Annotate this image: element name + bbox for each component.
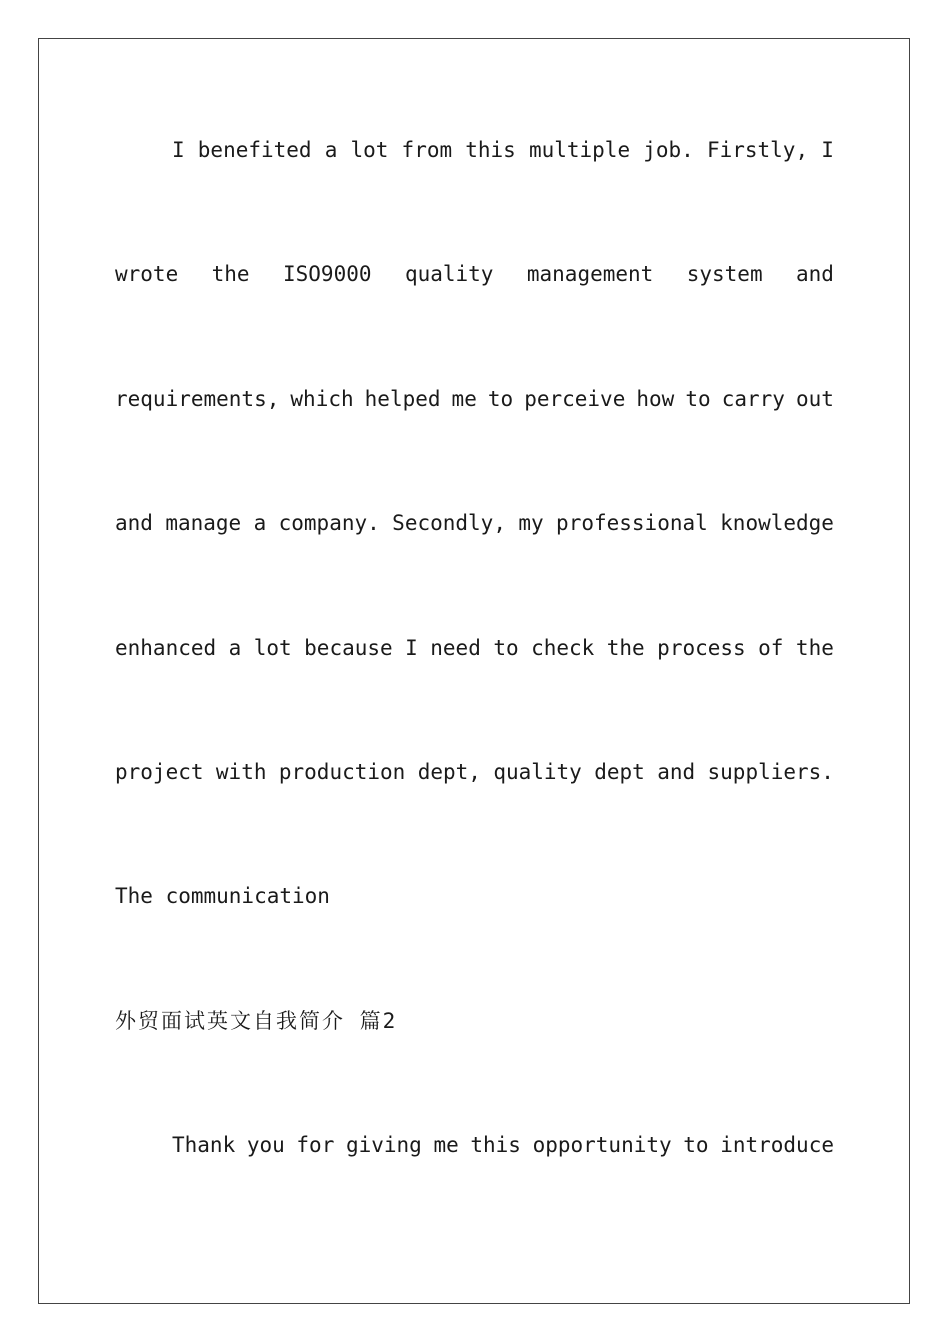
- word: quality: [404, 262, 494, 286]
- word: Firstly,: [706, 138, 809, 162]
- word: dept: [594, 760, 645, 784]
- word: requirements,: [115, 387, 280, 411]
- word: Secondly,: [392, 511, 506, 535]
- word: out: [795, 387, 834, 411]
- page-frame: [38, 38, 910, 1304]
- word: with: [215, 760, 267, 784]
- word: how: [636, 387, 675, 411]
- word: helped: [364, 387, 441, 411]
- word: need: [430, 636, 481, 660]
- word: a: [253, 511, 267, 535]
- word: and: [115, 511, 153, 535]
- word: manage: [165, 511, 242, 535]
- paragraph-1-line-5: [115, 634, 834, 662]
- word: system: [686, 262, 763, 286]
- word: benefited: [197, 138, 312, 162]
- word: I: [172, 138, 185, 162]
- word: perceive: [524, 387, 626, 411]
- word: and: [657, 760, 696, 784]
- word: project: [115, 760, 204, 784]
- word: me: [451, 387, 477, 411]
- word: lot: [253, 636, 292, 660]
- word: the: [795, 636, 834, 660]
- word: to: [493, 636, 519, 660]
- word: company.: [278, 511, 380, 535]
- word: dept,: [417, 760, 481, 784]
- word: a: [228, 636, 242, 660]
- word: process: [657, 636, 746, 660]
- word: and: [796, 262, 834, 286]
- word: my: [518, 511, 544, 535]
- word: enhanced: [115, 636, 217, 660]
- word: from: [401, 138, 453, 162]
- word: opportunity: [532, 1133, 672, 1157]
- word: introduce: [720, 1133, 834, 1157]
- word: ISO9000: [283, 262, 372, 286]
- word: you: [246, 1133, 285, 1157]
- word: for: [296, 1133, 335, 1157]
- paragraph-1-line-2: [115, 260, 834, 288]
- word: job.: [643, 138, 694, 162]
- paragraph-1-line-4: [115, 509, 834, 537]
- word: quality: [493, 760, 582, 784]
- word: to: [685, 387, 711, 411]
- word: production: [278, 760, 406, 784]
- word: the: [606, 636, 645, 660]
- paragraph-1-line-7: The communication: [115, 884, 330, 908]
- word: this: [465, 138, 516, 162]
- paragraph-1-line-1: [172, 136, 834, 164]
- word: management: [526, 262, 654, 286]
- word: because: [304, 636, 393, 660]
- word: me: [433, 1133, 459, 1157]
- paragraph-1-line-6: [115, 758, 834, 786]
- word: I: [405, 636, 418, 660]
- paragraph-1-line-3: [115, 385, 834, 413]
- word: professional: [556, 511, 708, 535]
- word: I: [821, 138, 834, 162]
- word: to: [683, 1133, 709, 1157]
- section-heading: 外贸面试英文自我简介 篇2: [115, 1009, 398, 1033]
- word: lot: [350, 138, 389, 162]
- word: a: [324, 138, 338, 162]
- word: the: [211, 262, 250, 286]
- word: multiple: [528, 138, 631, 162]
- word: giving: [345, 1133, 422, 1157]
- word: of: [758, 636, 784, 660]
- word: check: [531, 636, 595, 660]
- word: this: [470, 1133, 521, 1157]
- word: knowledge: [720, 511, 834, 535]
- paragraph-2-line-1: [172, 1131, 834, 1159]
- word: carry: [721, 387, 785, 411]
- word: which: [290, 387, 354, 411]
- word: suppliers.: [707, 760, 834, 784]
- word: Thank: [172, 1133, 236, 1157]
- word: wrote: [115, 262, 179, 286]
- word: to: [487, 387, 514, 411]
